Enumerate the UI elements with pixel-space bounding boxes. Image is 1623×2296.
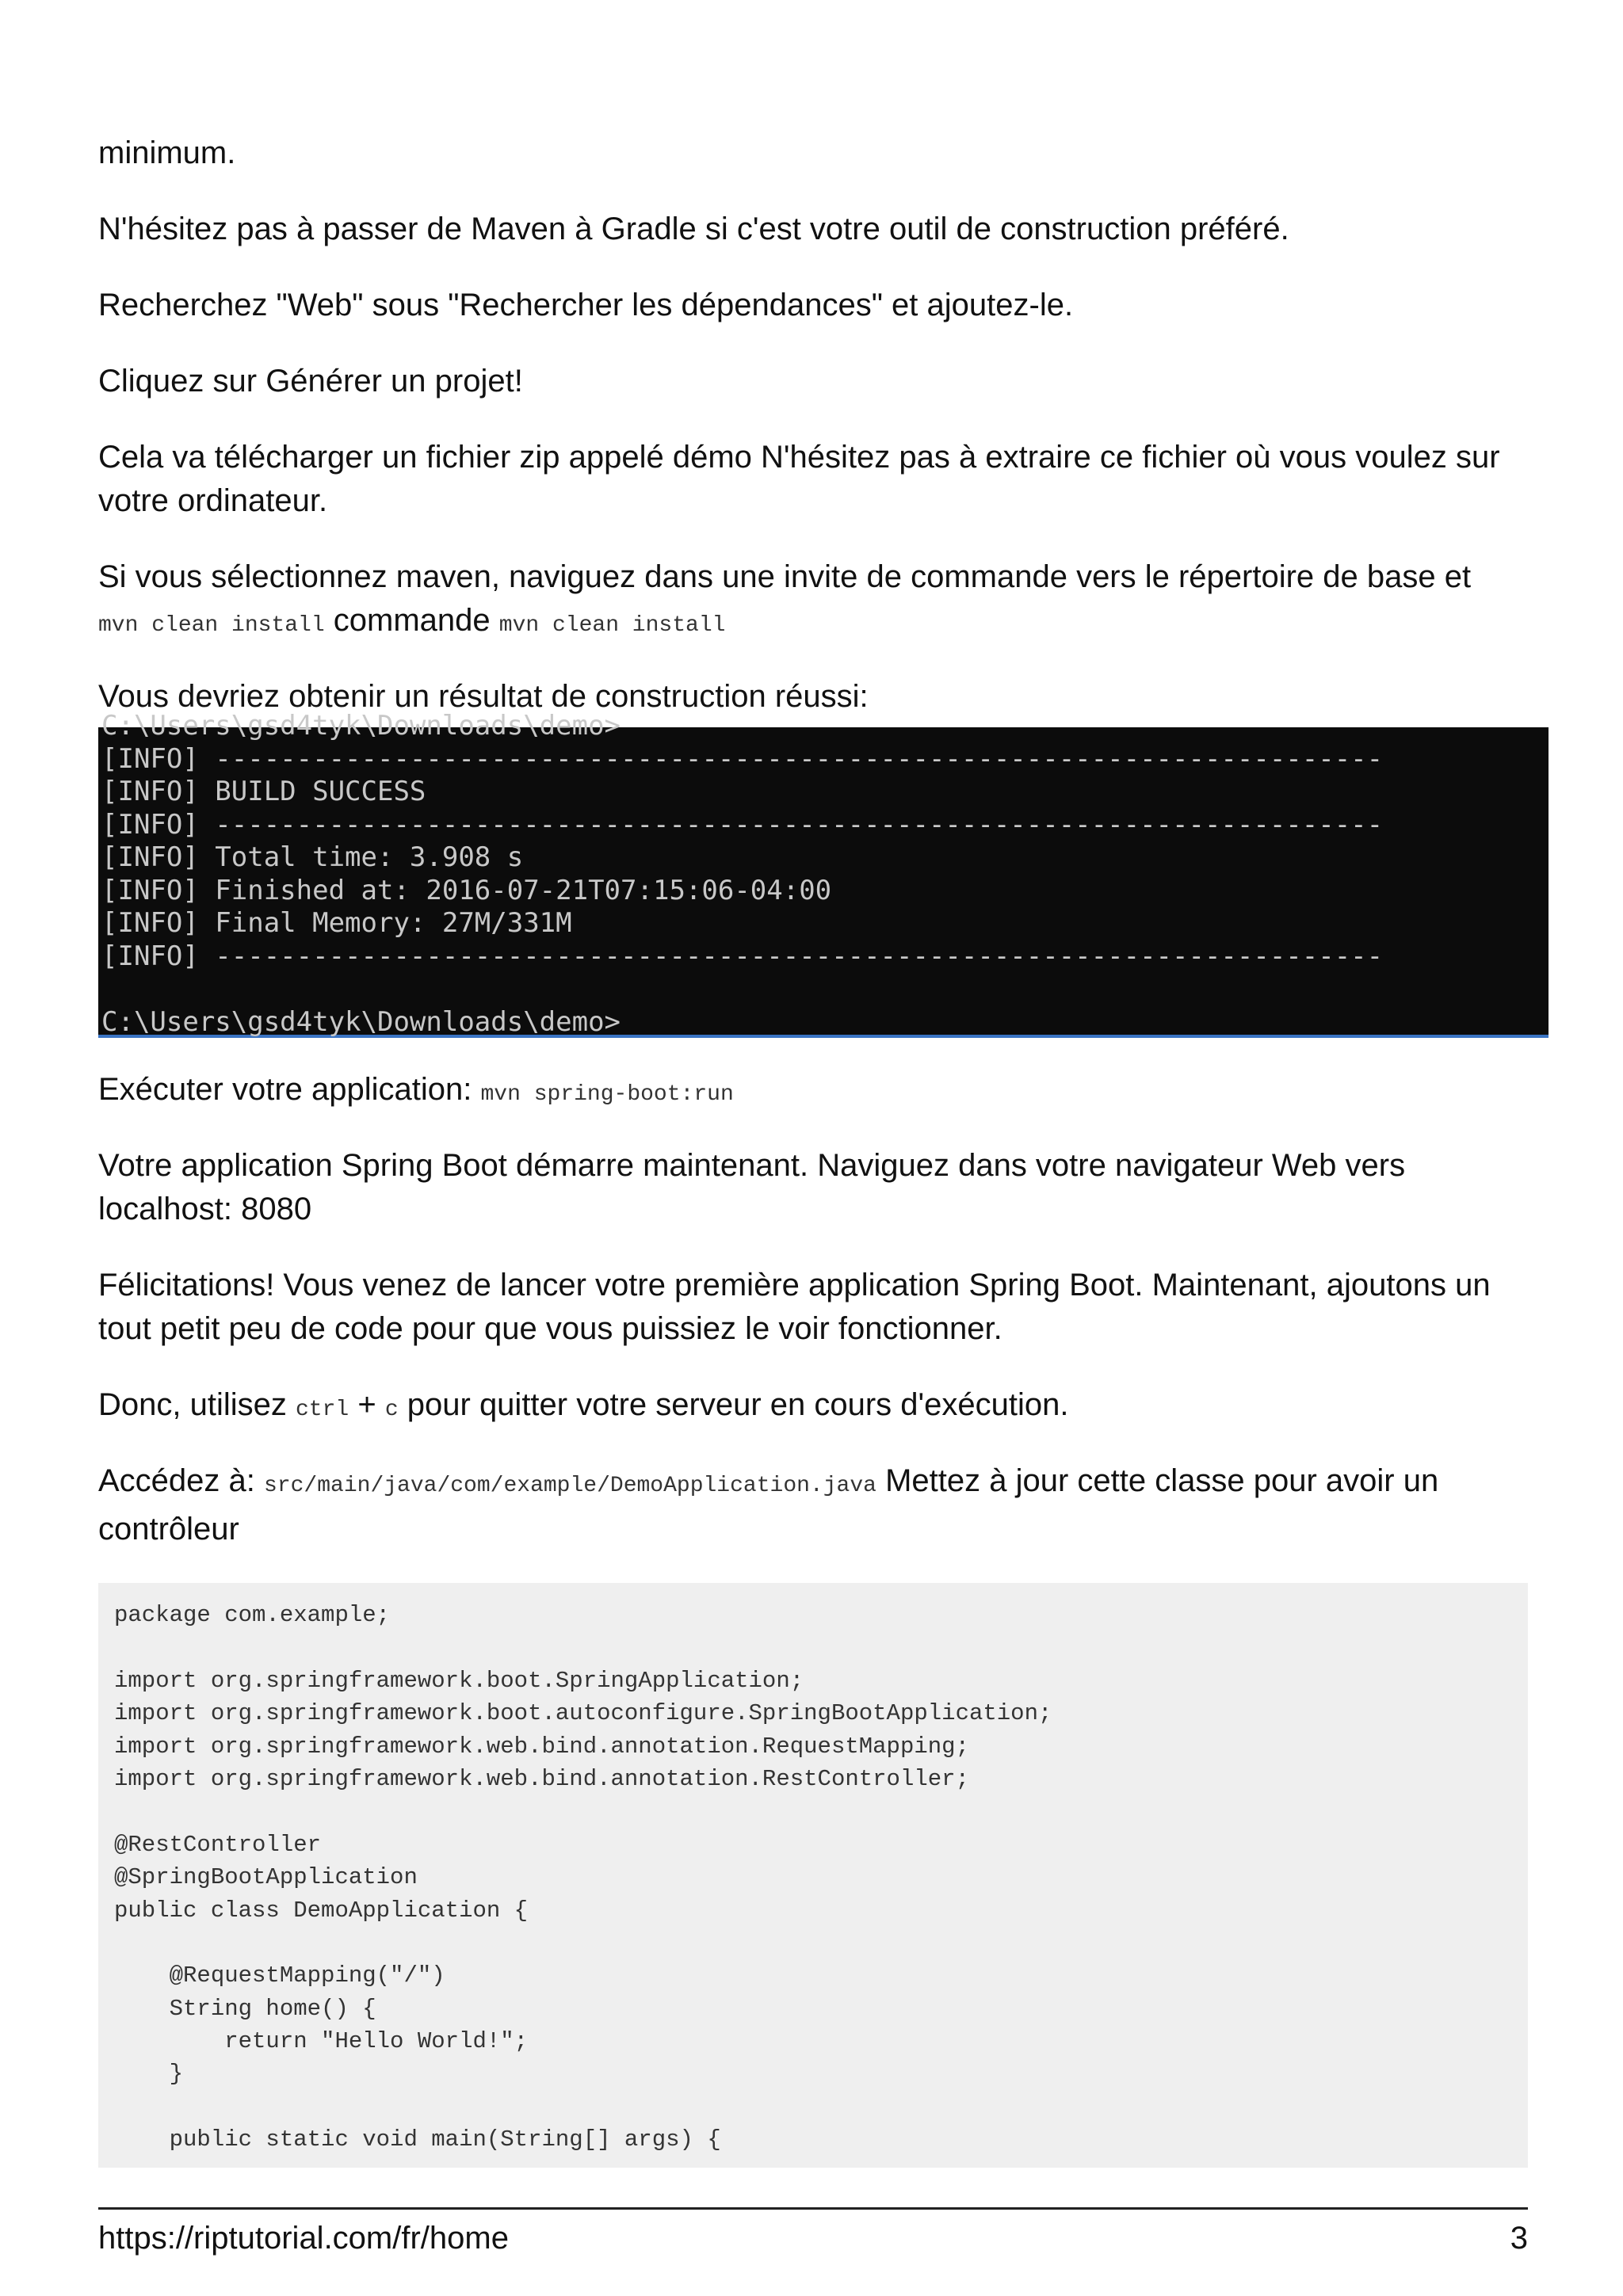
plus-sign: + xyxy=(357,1387,376,1422)
code-line xyxy=(114,1795,1528,1828)
terminal-screenshot xyxy=(98,710,1549,1038)
paragraph-app-starts: Votre application Spring Boot démarre maintenant. Naviguez dans votre navigateur Web vers localhost: 8080 xyxy=(98,1148,1406,1226)
code-line: import org.springframework.web.bind.annotation.RequestMapping; xyxy=(114,1733,969,1760)
code-block-demo-application xyxy=(98,1583,1528,2168)
footer-url[interactable]: https://riptutorial.com/fr/home xyxy=(98,2221,509,2256)
inline-code-mvn-clean-install: mvn clean install xyxy=(98,613,325,638)
inline-code-mvn-clean-install-2: mvn clean install xyxy=(498,613,726,638)
terminal-line: [INFO] Finished at: 2016-07-21T07:15:06-04:00 xyxy=(101,874,832,906)
code-line: import org.springframework.boot.autoconfigure.SpringBootApplication; xyxy=(114,1700,1052,1727)
code-line xyxy=(114,1927,1528,1959)
paragraph-gradle: N'hésitez pas à passer de Maven à Gradle si c'est votre outil de construction préféré. xyxy=(98,212,1289,246)
maven-install-command-word: commande xyxy=(333,603,491,638)
terminal-line: [INFO] ------------------------------------------------------------------------ xyxy=(101,742,1384,775)
inline-code-file-path: src/main/java/com/example/DemoApplication.java xyxy=(264,1474,876,1498)
terminal-line: C:\Users\gsd4tyk\Downloads\demo> xyxy=(101,710,621,742)
quit-server-text-a: Donc, utilisez xyxy=(98,1387,287,1422)
paragraph-generate-project: Cliquez sur Générer un projet! xyxy=(98,364,523,399)
inline-code-ctrl: ctrl xyxy=(296,1398,349,1422)
paragraph-build-result: Vous devriez obtenir un résultat de construction réussi: xyxy=(98,679,869,714)
paragraph-congratulations: Félicitations! Vous venez de lancer votre première application Spring Boot. Maintenant, ajoutons un tout petit peu de code pour que vous puissiez le voir fonctionner. xyxy=(98,1268,1491,1346)
maven-install-text: Si vous sélectionnez maven, naviguez dans une invite de commande vers le répertoire de base et xyxy=(98,559,1472,594)
terminal-line: [INFO] ------------------------------------------------------------------------ xyxy=(101,808,1384,841)
code-line: String home() { xyxy=(114,1995,376,2022)
code-line: } xyxy=(114,2061,184,2088)
paragraph-run-application xyxy=(98,1068,1525,1116)
go-to-file-text-a: Accédez à: xyxy=(98,1463,255,1498)
code-line: return "Hello World!"; xyxy=(114,2028,529,2055)
paragraph-download-zip: Cela va télécharger un fichier zip appelé démo N'hésitez pas à extraire ce fichier où vous voulez sur votre ordinateur. xyxy=(98,440,1500,518)
code-line: package com.example; xyxy=(114,1602,391,1628)
quit-server-text-b: pour quitter votre serveur en cours d'exécution. xyxy=(407,1387,1069,1422)
terminal-line: [INFO] ------------------------------------------------------------------------ xyxy=(101,940,1384,972)
go-to-file-text-b: Mettez à jour cette classe pour avoir un contrôleur xyxy=(98,1463,1439,1547)
code-line: public static void main(String[] args) { xyxy=(114,2126,721,2153)
inline-code-c: c xyxy=(384,1398,399,1422)
code-line: @SpringBootApplication xyxy=(114,1864,418,1891)
paragraph-maven-install xyxy=(98,555,1525,647)
code-line: @RestController xyxy=(114,1831,322,1858)
code-line: @RequestMapping("/") xyxy=(114,1962,445,1989)
run-application-text: Exécuter votre application: xyxy=(98,1072,472,1107)
paragraph-minimum: minimum. xyxy=(98,135,236,170)
code-line xyxy=(114,2091,1528,2123)
code-line xyxy=(114,1631,1528,1664)
code-line: import org.springframework.web.bind.annotation.RestController; xyxy=(114,1765,969,1792)
paragraph-quit-server xyxy=(98,1383,1525,1432)
code-line: import org.springframework.boot.SpringApplication; xyxy=(114,1667,804,1694)
terminal-line xyxy=(101,973,1549,1006)
page-number: 3 xyxy=(1510,2221,1528,2256)
inline-code-spring-boot-run: mvn spring-boot:run xyxy=(480,1082,734,1107)
terminal-line: [INFO] Final Memory: 27M/331M xyxy=(101,907,572,939)
terminal-line: C:\Users\gsd4tyk\Downloads\demo> xyxy=(101,1005,621,1038)
paragraph-go-to-file xyxy=(98,1459,1525,1551)
paragraph-search-web: Recherchez "Web" sous "Rechercher les dépendances" et ajoutez-le. xyxy=(98,288,1074,322)
terminal-line: [INFO] Total time: 3.908 s xyxy=(101,841,524,873)
code-line: public class DemoApplication { xyxy=(114,1897,529,1924)
terminal-line: [INFO] BUILD SUCCESS xyxy=(101,776,426,807)
footer-divider xyxy=(98,2207,1528,2210)
